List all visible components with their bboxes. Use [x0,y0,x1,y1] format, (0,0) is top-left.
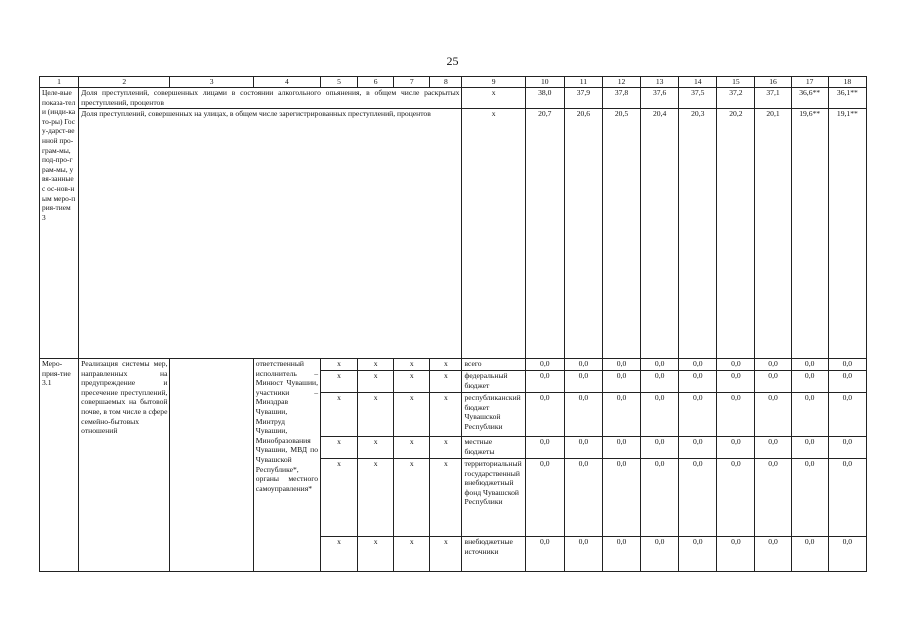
measure-empty [170,359,253,572]
value-cell: 0,0 [641,393,679,437]
value-cell: 0,0 [791,371,828,393]
value-cell: 0,0 [564,437,602,459]
funding-row [40,359,867,371]
funding-source: внебюджетные источники [462,537,525,572]
indicator-col9: x [462,109,525,359]
code-cell: x [358,459,394,537]
indicators-label: Целе-вые показа-тели (инди-като-ры) Госу-дарст-венной про-грам-мы, под-про-грам-мы, увя-занные с ос-нов-ным меро-прия-тием 3 [40,88,79,359]
column-number: 18 [828,77,866,88]
value-cell: 20,7 [525,109,564,359]
code-cell: x [394,537,430,572]
value-cell: 0,0 [717,437,755,459]
value-cell: 0,0 [717,537,755,572]
value-cell: 36,6** [791,88,828,109]
code-cell: x [321,393,358,437]
code-cell: x [430,537,462,572]
value-cell: 0,0 [679,393,717,437]
program-table [39,76,867,572]
column-number: 15 [717,77,755,88]
code-cell: x [430,359,462,371]
value-cell: 0,0 [791,437,828,459]
value-cell: 0,0 [564,459,602,537]
code-cell: x [430,371,462,393]
value-cell: 0,0 [602,371,640,393]
value-cell: 37,5 [679,88,717,109]
column-number-row [40,77,867,88]
column-number: 3 [170,77,253,88]
value-cell: 0,0 [641,437,679,459]
funding-source: территориальный государственный внебюджетный фонд Чувашской Республики [462,459,525,537]
value-cell: 0,0 [679,359,717,371]
value-cell: 20,1 [755,109,791,359]
value-cell: 0,0 [525,437,564,459]
value-cell: 20,5 [602,109,640,359]
value-cell: 0,0 [717,393,755,437]
value-cell: 0,0 [564,393,602,437]
code-cell: x [394,393,430,437]
code-cell: x [358,393,394,437]
value-cell: 0,0 [564,537,602,572]
code-cell: x [358,371,394,393]
value-cell: 0,0 [755,437,791,459]
column-number: 12 [602,77,640,88]
measure-label: Меро-прия-тие 3.1 [40,359,79,572]
value-cell: 0,0 [755,371,791,393]
column-number: 9 [462,77,525,88]
column-number: 8 [430,77,462,88]
column-number: 5 [321,77,358,88]
code-cell: x [394,437,430,459]
value-cell: 20,4 [641,109,679,359]
value-cell: 0,0 [717,359,755,371]
funding-source: республиканский бюджет Чувашской Республики [462,393,525,437]
value-cell: 0,0 [791,359,828,371]
code-cell: x [321,459,358,537]
value-cell: 0,0 [602,437,640,459]
value-cell: 0,0 [602,537,640,572]
column-number: 11 [564,77,602,88]
indicator-row [40,88,867,109]
value-cell: 0,0 [641,359,679,371]
value-cell: 0,0 [828,437,866,459]
value-cell: 0,0 [828,537,866,572]
value-cell: 0,0 [564,359,602,371]
code-cell: x [394,459,430,537]
value-cell: 0,0 [828,359,866,371]
value-cell: 0,0 [525,359,564,371]
column-number: 14 [679,77,717,88]
indicator-text: Доля преступлений, совершенных на улицах, в общем числе зарегистрированных преступлений, процентов [79,109,462,359]
code-cell: x [321,359,358,371]
measure-name: Реализация системы мер, направленных на предупреждение и пресечение преступлений, совершаемых на бытовой почве, в том числе в сфере семейно-бытовых отношений [79,359,170,572]
code-cell: x [321,537,358,572]
column-number: 13 [641,77,679,88]
value-cell: 0,0 [679,371,717,393]
code-cell: x [394,359,430,371]
measure-executors: ответственный исполнитель – Минюст Чувашии, участники – Минздрав Чувашии, Минтруд Чувашии, Минобразования Чувашии, МВД по Чувашской Республике*, органы местного самоуправления* [253,359,320,572]
value-cell: 0,0 [525,459,564,537]
value-cell: 20,6 [564,109,602,359]
value-cell: 0,0 [755,359,791,371]
value-cell: 0,0 [641,371,679,393]
code-cell: x [358,359,394,371]
value-cell: 20,3 [679,109,717,359]
column-number: 6 [358,77,394,88]
code-cell: x [430,459,462,537]
funding-source: всего [462,359,525,371]
column-number: 1 [40,77,79,88]
column-number: 10 [525,77,564,88]
funding-source: федеральный бюджет [462,371,525,393]
value-cell: 37,6 [641,88,679,109]
value-cell: 0,0 [602,459,640,537]
page-number: 25 [446,54,459,68]
column-number: 16 [755,77,791,88]
value-cell: 0,0 [828,371,866,393]
value-cell: 0,0 [602,359,640,371]
value-cell: 0,0 [791,459,828,537]
indicator-row [40,109,867,359]
value-cell: 0,0 [679,437,717,459]
value-cell: 0,0 [641,537,679,572]
column-number: 2 [79,77,170,88]
value-cell: 0,0 [525,371,564,393]
value-cell: 19,6** [791,109,828,359]
value-cell: 0,0 [791,537,828,572]
column-number: 4 [253,77,320,88]
value-cell: 37,2 [717,88,755,109]
code-cell: x [358,437,394,459]
value-cell: 36,1** [828,88,866,109]
value-cell: 0,0 [602,393,640,437]
value-cell: 0,0 [641,459,679,537]
value-cell: 0,0 [525,537,564,572]
value-cell: 0,0 [755,459,791,537]
value-cell: 0,0 [755,393,791,437]
column-number: 7 [394,77,430,88]
value-cell: 0,0 [755,537,791,572]
code-cell: x [430,393,462,437]
value-cell: 0,0 [828,459,866,537]
value-cell: 37,1 [755,88,791,109]
value-cell: 20,2 [717,109,755,359]
value-cell: 37,9 [564,88,602,109]
value-cell: 0,0 [679,537,717,572]
code-cell: x [430,437,462,459]
value-cell: 37,8 [602,88,640,109]
code-cell: x [321,371,358,393]
code-cell: x [358,537,394,572]
value-cell: 19,1** [828,109,866,359]
code-cell: x [321,437,358,459]
value-cell: 0,0 [717,459,755,537]
value-cell: 0,0 [791,393,828,437]
code-cell: x [394,371,430,393]
indicator-text: Доля преступлений, совершенных лицами в состоянии алкогольного опьянения, в общем числе раскрытых преступлений, процентов [79,88,462,109]
indicator-col9: x [462,88,525,109]
funding-source: местные бюджеты [462,437,525,459]
value-cell: 0,0 [717,371,755,393]
value-cell: 0,0 [828,393,866,437]
value-cell: 0,0 [525,393,564,437]
column-number: 17 [791,77,828,88]
value-cell: 0,0 [679,459,717,537]
value-cell: 0,0 [564,371,602,393]
value-cell: 38,0 [525,88,564,109]
